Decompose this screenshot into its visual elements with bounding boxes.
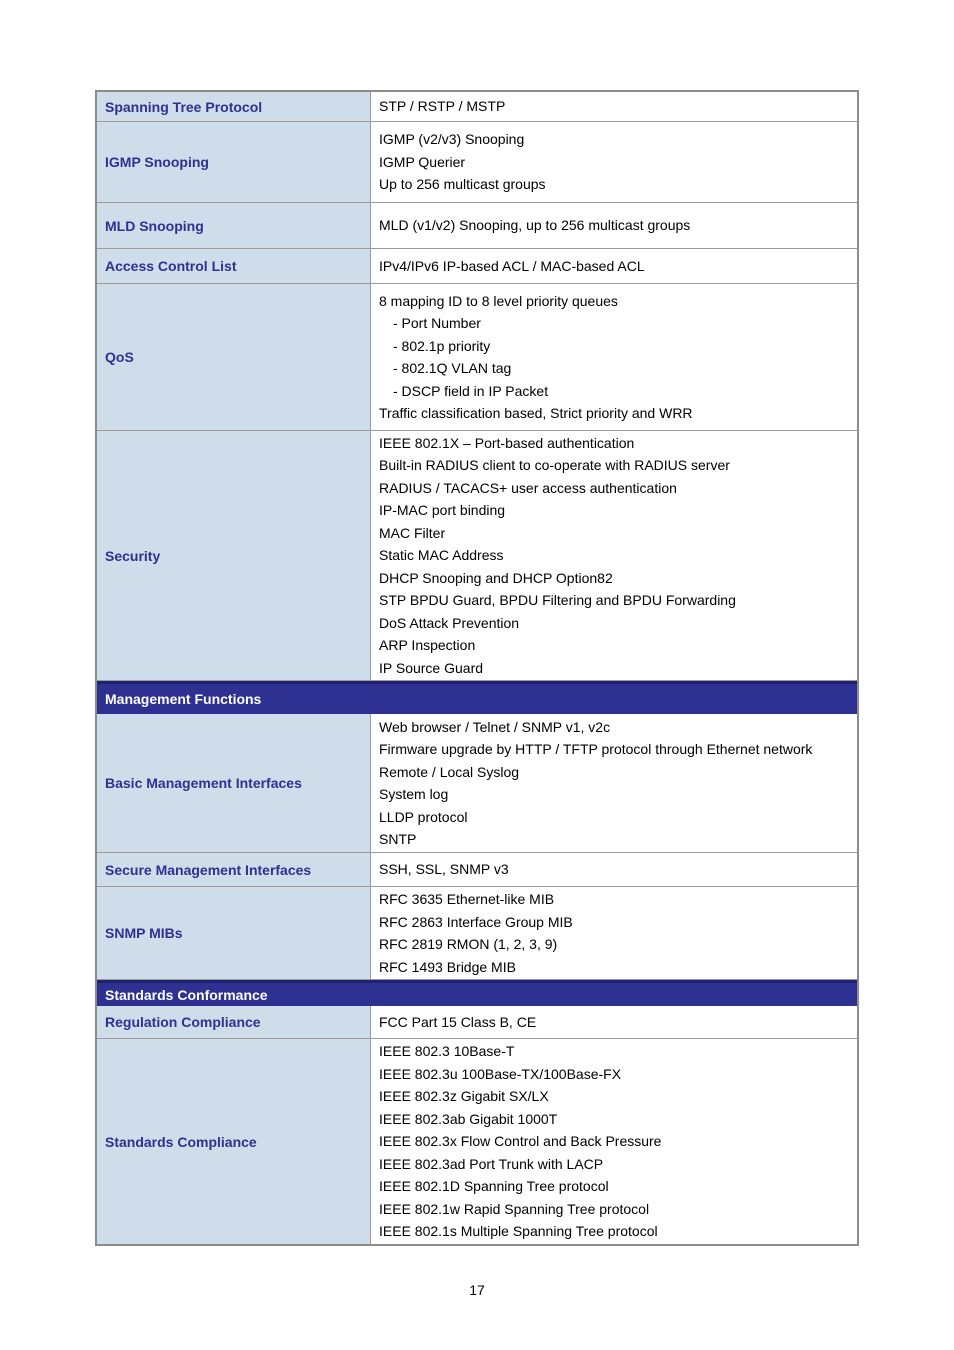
row-value [371, 122, 857, 202]
row-value [371, 714, 857, 852]
row-label: MLD Snooping [97, 203, 371, 248]
row-value [371, 92, 857, 121]
value-line: SSH, SSL, SNMP v3 [379, 861, 509, 878]
value-line: STP BPDU Guard, BPDU Filtering and BPDU Forwarding [379, 592, 736, 609]
value-line: IEEE 802.3x Flow Control and Back Pressure [379, 1133, 662, 1150]
specification-table [95, 90, 859, 1246]
value-line: - 802.1Q VLAN tag [393, 360, 512, 376]
value-line: FCC Part 15 Class B, CE [379, 1013, 537, 1030]
value-line: Remote / Local Syslog [379, 763, 520, 780]
value-line: IEEE 802.3 10Base-T [379, 1043, 515, 1060]
value-line: IEEE 802.1s Multiple Spanning Tree protocol [379, 1223, 658, 1240]
table-row [97, 284, 857, 431]
value-line: RADIUS / TACACS+ user access authentication [379, 479, 677, 496]
row-label: IGMP Snooping [97, 122, 371, 202]
value-line: MAC Filter [379, 524, 446, 541]
value-line: RFC 3635 Ethernet-like MIB [379, 891, 555, 907]
value-line: IGMP Querier [379, 153, 466, 170]
row-value [371, 203, 857, 248]
table-row [97, 431, 857, 681]
row-value [371, 249, 857, 283]
value-line: - Port Number [393, 315, 481, 331]
value-line: LLDP protocol [379, 808, 468, 825]
value-line: IEEE 802.3u 100Base-TX/100Base-FX [379, 1065, 622, 1082]
value-line: IEEE 802.1X – Port-based authentication [379, 434, 635, 451]
value-line: MLD (v1/v2) Snooping, up to 256 multicast groups [379, 217, 691, 234]
row-value [371, 887, 857, 979]
value-line: IEEE 802.3ad Port Trunk with LACP [379, 1155, 604, 1172]
row-value [371, 431, 857, 680]
row-label: Secure Management Interfaces [97, 853, 371, 886]
table-row [97, 853, 857, 887]
value-line: IEEE 802.3ab Gigabit 1000T [379, 1110, 558, 1127]
value-line: IEEE 802.1w Rapid Spanning Tree protocol [379, 1200, 650, 1217]
table-row [97, 1006, 857, 1039]
page-number: 17 [469, 1282, 485, 1298]
value-line: - 802.1p priority [393, 337, 491, 354]
value-line: Built-in RADIUS client to co-operate with RADIUS server [379, 457, 730, 474]
table-row [97, 249, 857, 284]
row-label: Basic Management Interfaces [97, 714, 371, 852]
value-line: IEEE 802.3z Gigabit SX/LX [379, 1088, 549, 1105]
value-line: IP-MAC port binding [379, 502, 506, 519]
row-value [371, 1039, 857, 1244]
row-label: Spanning Tree Protocol [97, 92, 371, 121]
table-row [97, 1039, 857, 1244]
value-line: Traffic classification based, Strict priority and WRR [379, 405, 693, 421]
row-value [371, 853, 857, 886]
value-line: DHCP Snooping and DHCP Option82 [379, 569, 613, 586]
value-line: RFC 2819 RMON (1, 2, 3, 9) [379, 936, 558, 952]
value-line: - DSCP field in IP Packet [393, 382, 549, 399]
value-line: Static MAC Address [379, 547, 504, 564]
table-row [97, 122, 857, 203]
row-label: Standards Compliance [97, 1039, 371, 1244]
value-line: Up to 256 multicast groups [379, 176, 546, 193]
value-line: RFC 1493 Bridge MIB [379, 958, 516, 975]
row-label: QoS [97, 284, 371, 430]
value-line: Web browser / Telnet / SNMP v1, v2c [379, 718, 611, 735]
section-header: Management Functions [97, 681, 857, 714]
value-line: 8 mapping ID to 8 level priority queues [379, 292, 618, 309]
value-line: System log [379, 786, 449, 802]
row-label: Access Control List [97, 249, 371, 283]
table-row [97, 92, 857, 122]
value-line: IPv4/IPv6 IP-based ACL / MAC-based ACL [379, 257, 645, 274]
value-line: IGMP (v2/v3) Snooping [379, 131, 525, 148]
value-line: RFC 2863 Interface Group MIB [379, 913, 573, 930]
row-value [371, 1006, 857, 1038]
value-line: DoS Attack Prevention [379, 614, 520, 631]
value-line: STP / RSTP / MSTP [379, 98, 506, 115]
section-header: Standards Conformance [97, 980, 857, 1006]
row-value [371, 284, 857, 430]
table-row [97, 714, 857, 853]
row-label: SNMP MIBs [97, 887, 371, 979]
row-label: Regulation Compliance [97, 1006, 371, 1038]
value-line: IEEE 802.1D Spanning Tree protocol [379, 1178, 609, 1195]
table-row [97, 887, 857, 980]
value-line: Firmware upgrade by HTTP / TFTP protocol through Ethernet network [379, 741, 813, 757]
value-line: IP Source Guard [379, 659, 484, 676]
table-row [97, 203, 857, 249]
value-line: ARP Inspection [379, 637, 476, 654]
value-line: SNTP [379, 831, 417, 847]
row-label: Security [97, 431, 371, 680]
